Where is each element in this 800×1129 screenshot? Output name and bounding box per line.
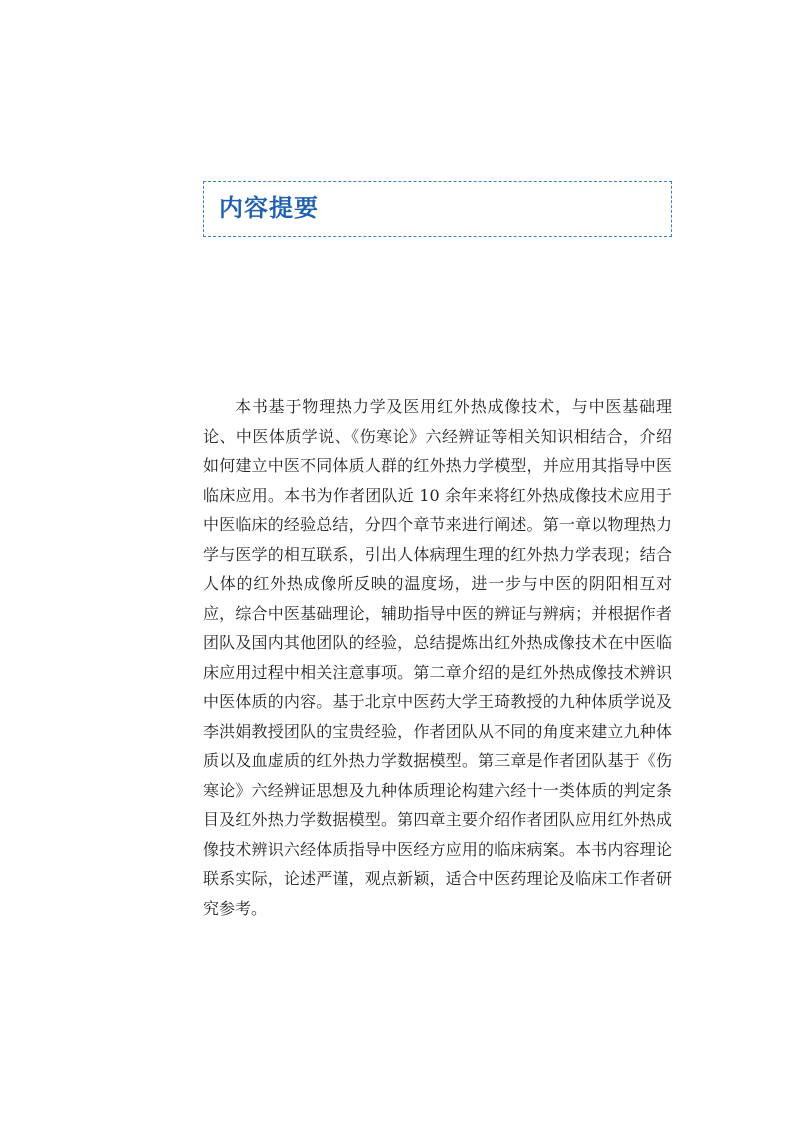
- summary-paragraph: 本书基于物理热力学及医用红外热成像技术，与中医基础理论、中医体质学说、《伤寒论》六经辨证等相关知识相结合，介绍如何建立中医不同体质人群的红外热力学模型，并应用其指导中医临床应用。本书为作者团队近 10 余年来将红外热成像技术应用于中医临床的经验总结，分四个章节来进行阐述。第一章以物理热力学与医学的相互联系，引出人体病理生理的红外热力学表现；结合人体的红外热成像所反映的温度场，进一步与中医的阴阳相互对应，综合中医基础理论，辅助指导中医的辨证与辨病；并根据作者团队及国内其他团队的经验，总结提炼出红外热成像技术在中医临床应用过程中相关注意事项。第二章介绍的是红外热成像技术辨识中医体质的内容。基于北京中医药大学王琦教授的九种体质学说及李洪娟教授团队的宝贵经验，作者团队从不同的角度来建立九种体质以及血虚质的红外热力学数据模型。第三章是作者团队基于《伤寒论》六经辨证思想及九种体质理论构建六经十一类体质的判定条目及红外热力学数据模型。第四章主要介绍作者团队应用红外热成像技术辨识六经体质指导中医经方应用的临床病案。本书内容理论联系实际，论述严谨，观点新颖，适合中医药理论及临床工作者研究参考。: [203, 397, 672, 918]
- page-title: 内容提要: [219, 193, 319, 222]
- heading-box: [203, 181, 672, 237]
